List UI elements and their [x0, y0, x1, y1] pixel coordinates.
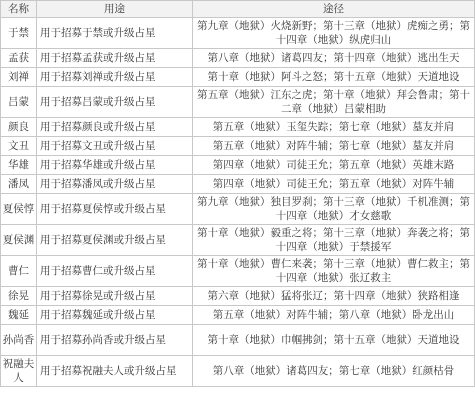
hero-name: 华雄 [1, 156, 37, 175]
hero-usage: 用于招募夏侯渊或升级占星 [37, 225, 193, 256]
hero-source: 第六章（地狱）猛将张辽；第十四章（地狱）狭路相逢 [193, 287, 475, 306]
hero-name: 文丑 [1, 137, 37, 156]
hero-source: 第四章（地狱）司徒王允；第五章（地狱）英雄末路 [193, 156, 475, 175]
hero-source: 第九章（地狱）独目罗刹；第十三章（地狱）千机准测；第十四章（地狱）才女慈歌 [193, 194, 475, 225]
hero-name: 颜良 [1, 118, 37, 137]
hero-source: 第五章（地狱）对阵牛辅；第七章（地狱）墓友并肩 [193, 137, 475, 156]
hero-source: 第八章（地狱）诸葛四友；第七章（地狱）红颜枯骨 [193, 356, 475, 387]
hero-name: 孙尚香 [1, 325, 37, 356]
table-row [1, 356, 475, 387]
hero-name: 祝融夫人 [1, 356, 37, 387]
hero-source: 第八章（地狱）诸葛四友；第十四章（地狱）逃出生天 [193, 49, 475, 68]
hero-name: 魏延 [1, 306, 37, 325]
hero-source: 第九章（地狱）火烧新野；第十三章（地狱）虎痴之勇；第十四章（地狱）纵虎归山 [193, 18, 475, 49]
table-row [1, 194, 475, 225]
hero-source: 第五章（地狱）江东之虎；第十章（地狱）拜会鲁肃；第十二章（地狱）吕蒙相助 [193, 87, 475, 118]
hero-usage: 用于招募于禁或升级占星 [37, 18, 193, 49]
hero-name: 夏侯惇 [1, 194, 37, 225]
table-row [1, 156, 475, 175]
hero-usage: 用于招募潘凤或升级占星 [37, 175, 193, 194]
hero-name: 孟获 [1, 49, 37, 68]
table-row [1, 118, 475, 137]
hero-usage: 用于招募徐晃或升级占星 [37, 287, 193, 306]
hero-usage: 用于招募曹仁或升级占星 [37, 256, 193, 287]
hero-usage: 用于招募祝融夫人或升级占星 [37, 356, 193, 387]
table-row [1, 225, 475, 256]
hero-usage: 用于招募夏侯惇或升级占星 [37, 194, 193, 225]
hero-usage: 用于招募华雄或升级占星 [37, 156, 193, 175]
header-source: 途径 [193, 1, 475, 18]
table-row [1, 256, 475, 287]
hero-usage: 用于招募孙尚香或升级占星 [37, 325, 193, 356]
hero-name: 于禁 [1, 18, 37, 49]
hero-usage: 用于招募颜良或升级占星 [37, 118, 193, 137]
hero-source: 第十章（地狱）毅重之将；第十三章（地狱）奔袭之将；第十四章（地狱）于禁援军 [193, 225, 475, 256]
hero-usage: 用于招募文丑或升级占星 [37, 137, 193, 156]
header-name: 名称 [1, 1, 37, 18]
hero-source: 第十章（地狱）曹仁来袭；第十三章（地狱）曹仁救主；第十四章（地狱）张辽救主 [193, 256, 475, 287]
table-row [1, 87, 475, 118]
hero-usage: 用于招募吕蒙或升级占星 [37, 87, 193, 118]
hero-name: 徐晃 [1, 287, 37, 306]
table-row [1, 68, 475, 87]
hero-name: 夏侯渊 [1, 225, 37, 256]
hero-name: 刘禅 [1, 68, 37, 87]
header-usage: 用途 [37, 1, 193, 18]
hero-name: 潘凤 [1, 175, 37, 194]
hero-usage: 用于招募孟获或升级占星 [37, 49, 193, 68]
table-row [1, 325, 475, 356]
hero-source: 第十章（地狱）巾帼拂剑；第十五章（地狱）天道地设 [193, 325, 475, 356]
table-row [1, 137, 475, 156]
hero-name: 吕蒙 [1, 87, 37, 118]
hero-source: 第五章（地狱）玉玺失踪；第七章（地狱）墓友并肩 [193, 118, 475, 137]
table-header-row [1, 1, 475, 18]
hero-source: 第四章（地狱）司徒王允；第五章（地狱）对阵牛辅 [193, 175, 475, 194]
hero-usage: 用于招募魏延或升级占星 [37, 306, 193, 325]
table-row [1, 18, 475, 49]
hero-source: 第十章（地狱）阿斗之怒；第十五章（地狱）天道地设 [193, 68, 475, 87]
table-row [1, 306, 475, 325]
hero-name: 曹仁 [1, 256, 37, 287]
table-row [1, 49, 475, 68]
table-row [1, 287, 475, 306]
hero-usage: 用于招募刘禅或升级占星 [37, 68, 193, 87]
hero-source: 第五章（地狱）对阵牛辅；第八章（地狱）卧龙出山 [193, 306, 475, 325]
table-row [1, 175, 475, 194]
